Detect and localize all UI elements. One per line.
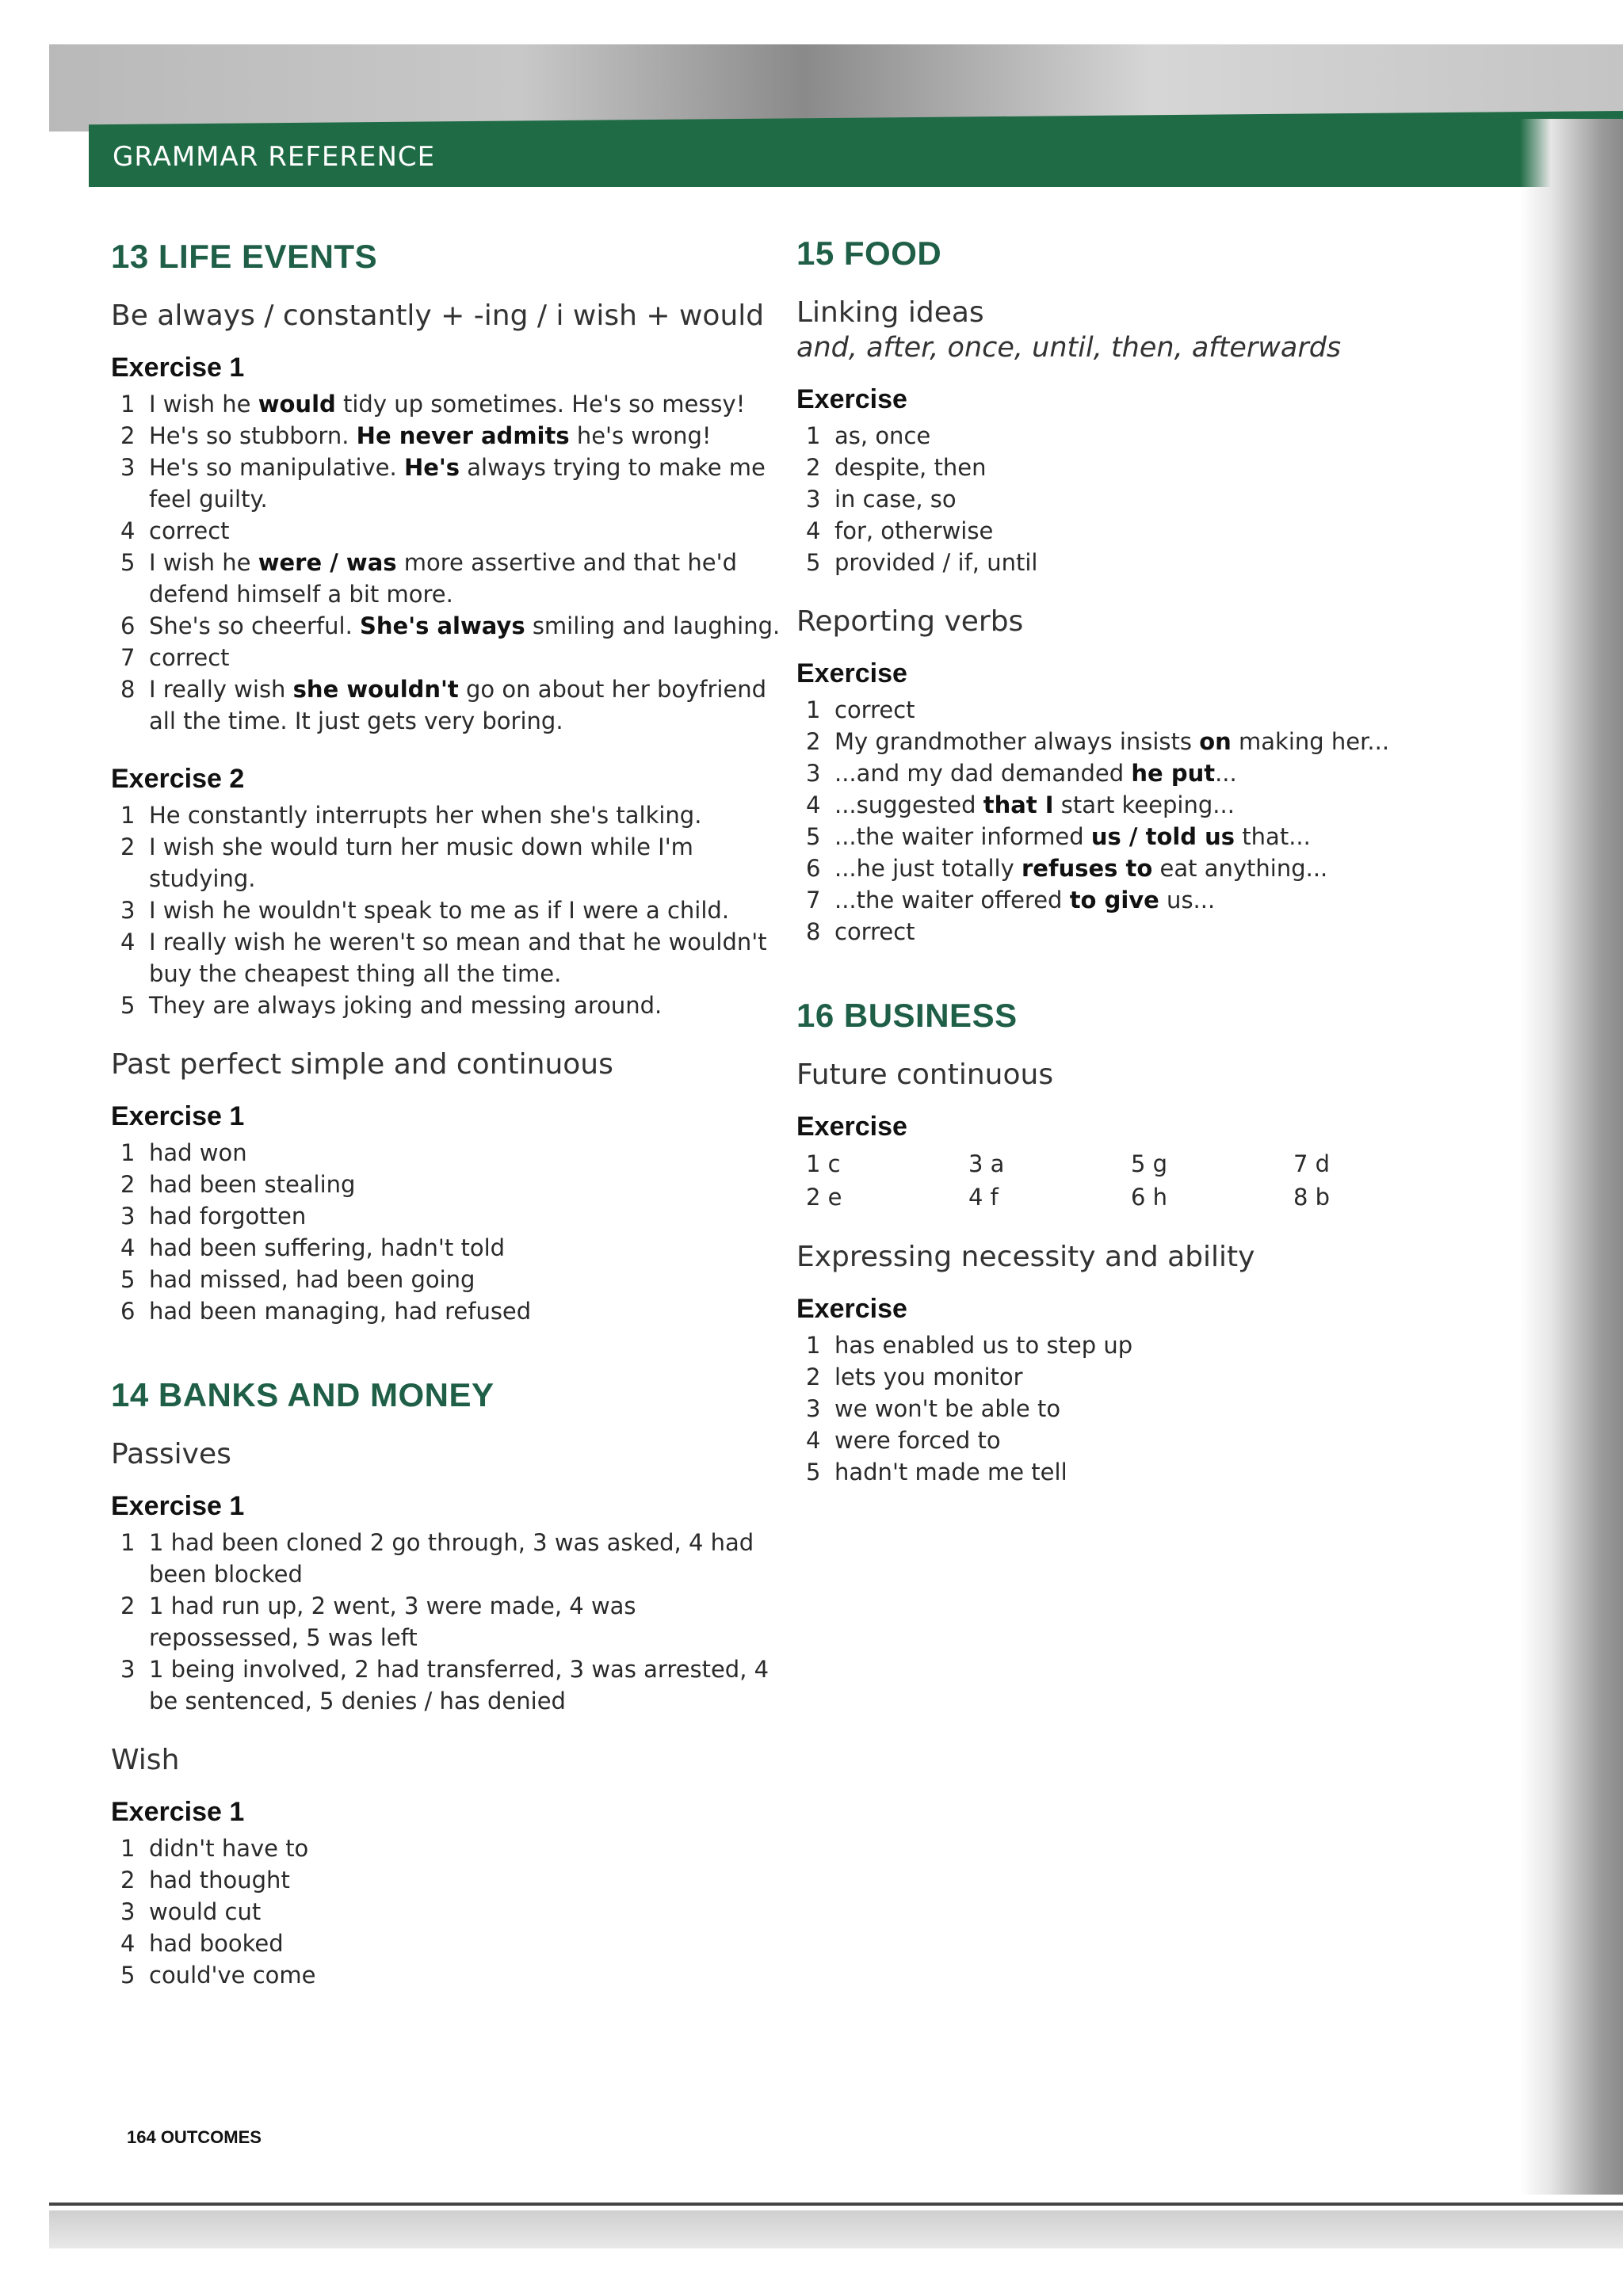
- grid-answer: 3 a: [968, 1150, 1005, 1177]
- answer-number: 1: [120, 391, 136, 418]
- answer-text: provided / if, until: [834, 549, 1038, 576]
- answer-item: [111, 1653, 792, 1717]
- answer-number: 2: [120, 1592, 136, 1619]
- answer-number: 5: [806, 1459, 821, 1486]
- answer-text: making her...: [1231, 728, 1390, 755]
- answer-number: 6: [120, 612, 136, 639]
- answer-list: [796, 420, 1478, 578]
- grid-answer: 5 g: [1131, 1150, 1168, 1177]
- answer-number: 1: [806, 1332, 821, 1359]
- section-title: 16 BUSINESS: [796, 997, 1018, 1034]
- answer-list: [111, 1527, 792, 1717]
- exercise-title: Exercise 1: [111, 1491, 245, 1521]
- answer-text: that...: [1235, 823, 1311, 850]
- answer-item: [111, 388, 792, 420]
- answer-item: [111, 894, 792, 926]
- answer-key-phrase: he put: [1131, 760, 1216, 787]
- answer-number: 4: [806, 517, 821, 544]
- grid-answer: 2 e: [806, 1184, 842, 1211]
- left-column: [111, 238, 792, 1991]
- answer-text: ...the waiter informed: [834, 823, 1091, 850]
- answer-text: ...and my dad demanded: [834, 760, 1132, 787]
- answer-item: [796, 1329, 1478, 1361]
- exercise-title: Exercise 1: [111, 1101, 245, 1131]
- answer-text: start keeping...: [1053, 791, 1235, 818]
- grid-answer: 6 h: [1131, 1184, 1168, 1211]
- answer-text: go on about her boyfriend all the time. It just gets very boring.: [149, 676, 767, 734]
- subheading: Future continuous: [796, 1058, 1054, 1091]
- subheading: Linking ideas: [796, 296, 984, 329]
- answer-text: had forgotten: [149, 1203, 307, 1230]
- answer-text: tidy up sometimes. He's so messy!: [335, 391, 746, 418]
- section-title: 15 FOOD: [796, 235, 942, 272]
- answer-text: had won: [149, 1139, 247, 1166]
- answer-item: [111, 1833, 792, 1864]
- answer-item: [796, 884, 1478, 916]
- answer-text: I wish he: [149, 549, 258, 576]
- answer-text: as, once: [834, 422, 931, 449]
- answer-grid: [796, 1147, 1478, 1214]
- answer-text: I really wish he weren't so mean and that he wouldn't buy the cheapest thing all the time.: [149, 929, 767, 987]
- subheading: Expressing necessity and ability: [796, 1241, 1255, 1273]
- answer-item: [796, 694, 1478, 726]
- header-title: GRAMMAR REFERENCE: [113, 141, 436, 173]
- answer-number: 4: [120, 517, 136, 544]
- answer-number: 3: [806, 1395, 821, 1422]
- subheading: Be always / constantly + -ing / i wish + would: [111, 299, 765, 332]
- answer-text: us...: [1159, 887, 1216, 913]
- answer-item: [111, 610, 792, 642]
- answer-number: 1: [120, 1835, 136, 1862]
- answer-item: [111, 1527, 792, 1590]
- answer-item: [796, 852, 1478, 884]
- answer-text: He constantly interrupts her when she's talking.: [149, 802, 702, 829]
- answer-key-phrase: would: [258, 391, 336, 418]
- answer-item: [796, 515, 1478, 547]
- bottom-rule: [49, 2203, 1623, 2206]
- exercise-title: Exercise: [796, 1294, 907, 1324]
- subheading: Reporting verbs: [796, 605, 1024, 638]
- answer-text: 1 had run up, 2 went, 3 were made, 4 was repossessed, 5 was left: [149, 1592, 636, 1651]
- answer-text: for, otherwise: [834, 517, 994, 544]
- answer-item: [796, 420, 1478, 452]
- answer-number: 4: [806, 791, 821, 818]
- answer-text: in case, so: [834, 486, 957, 513]
- right-column: [796, 235, 1478, 1488]
- answer-item: [796, 757, 1478, 789]
- answer-item: [111, 1264, 792, 1295]
- answer-item: [111, 1137, 792, 1169]
- answer-item: [111, 1232, 792, 1264]
- answer-text: has enabled us to step up: [834, 1332, 1133, 1359]
- answer-item: [111, 1864, 792, 1896]
- subheading: Past perfect simple and continuous: [111, 1048, 613, 1081]
- answer-text: correct: [834, 918, 915, 945]
- answer-number: 1: [806, 422, 821, 449]
- answer-text: had been stealing: [149, 1171, 356, 1198]
- answer-text: correct: [834, 696, 915, 723]
- answer-number: 1: [120, 1529, 136, 1556]
- subheading: Wish: [111, 1744, 180, 1776]
- answer-number: 1: [120, 802, 136, 829]
- answer-text: didn't have to: [149, 1835, 309, 1862]
- answer-item: [111, 799, 792, 831]
- answer-text: correct: [149, 644, 230, 671]
- grid-answer: 8 b: [1293, 1184, 1331, 1211]
- answer-item: [796, 916, 1478, 948]
- exercise-title: Exercise 2: [111, 764, 245, 794]
- answer-text: I wish he wouldn't speak to me as if I were a child.: [149, 897, 730, 924]
- grid-answer: 7 d: [1293, 1150, 1331, 1177]
- exercise-title: Exercise: [796, 1112, 907, 1142]
- answer-item: [111, 1169, 792, 1200]
- answer-key-phrase: She's always: [360, 612, 525, 639]
- answer-list: [111, 1833, 792, 1991]
- answer-number: 2: [120, 1867, 136, 1894]
- answer-item: [111, 547, 792, 610]
- exercise-title: Exercise: [796, 384, 907, 414]
- answer-list: [111, 388, 792, 737]
- answer-number: 5: [120, 549, 136, 576]
- answer-text: 1 being involved, 2 had transferred, 3 was arrested, 4 be sentenced, 5 denies / has denied: [149, 1656, 769, 1714]
- answer-item: [796, 726, 1478, 757]
- answer-item: [111, 831, 792, 894]
- answer-item: [111, 1928, 792, 1959]
- scan-bottom-shadow: [49, 2210, 1623, 2248]
- answer-number: 8: [120, 676, 136, 703]
- answer-number: 1: [806, 696, 821, 723]
- answer-text: ...: [1215, 760, 1237, 787]
- answer-text: I really wish: [149, 676, 293, 703]
- answer-text: had thought: [149, 1867, 290, 1894]
- answer-number: 5: [806, 823, 821, 850]
- answer-number: 2: [120, 422, 136, 449]
- answer-list: [111, 799, 792, 1021]
- answer-number: 5: [120, 1962, 136, 1989]
- section-title: 13 LIFE EVENTS: [111, 238, 378, 275]
- answer-item: [796, 452, 1478, 483]
- page-fold-shadow: [1520, 119, 1623, 2195]
- answer-number: 2: [806, 728, 821, 755]
- answer-text: had booked: [149, 1930, 284, 1957]
- answer-item: [796, 789, 1478, 821]
- answer-number: 3: [120, 897, 136, 924]
- answer-number: 6: [120, 1298, 136, 1325]
- answer-text: we won't be able to: [834, 1395, 1061, 1422]
- answer-text: ...suggested: [834, 791, 983, 818]
- answer-number: 2: [120, 1171, 136, 1198]
- answer-number: 3: [120, 1898, 136, 1925]
- answer-item: [111, 1200, 792, 1232]
- answer-text: He's so stubborn.: [149, 422, 357, 449]
- answer-text: would cut: [149, 1898, 262, 1925]
- answer-item: [796, 483, 1478, 515]
- answer-text: I wish he: [149, 391, 258, 418]
- subheading: Passives: [111, 1438, 231, 1470]
- subheading-italic: and, after, once, until, then, afterwards: [796, 332, 1342, 364]
- exercise-title: Exercise: [796, 658, 907, 688]
- answer-text: She's so cheerful.: [149, 612, 361, 639]
- answer-text: correct: [149, 517, 230, 544]
- answer-text: had been managing, had refused: [149, 1298, 532, 1325]
- answer-text: more assertive and that he'd defend himself a bit more.: [149, 549, 737, 608]
- answer-number: 4: [120, 929, 136, 955]
- answer-text: I wish she would turn her music down while I'm studying.: [149, 833, 693, 892]
- answer-text: smiling and laughing.: [525, 612, 781, 639]
- answer-text: he's wrong!: [569, 422, 712, 449]
- answer-number: 2: [806, 1363, 821, 1390]
- answer-number: 3: [806, 486, 821, 513]
- answer-text: had been suffering, hadn't told: [149, 1234, 506, 1261]
- answer-text: 1 had been cloned 2 go through, 3 was asked, 4 had been blocked: [149, 1529, 754, 1588]
- answer-key-phrase: that I: [983, 791, 1054, 818]
- answer-list: [111, 1137, 792, 1327]
- answer-item: [796, 821, 1478, 852]
- answer-key-phrase: on: [1199, 728, 1232, 755]
- answer-key-phrase: to give: [1069, 887, 1159, 913]
- answer-item: [111, 420, 792, 452]
- answer-item: [796, 1361, 1478, 1393]
- grid-answer: 1 c: [806, 1150, 841, 1177]
- answer-item: [111, 642, 792, 673]
- answer-item: [796, 1425, 1478, 1456]
- answer-text: They are always joking and messing around.: [149, 992, 663, 1019]
- answer-key-phrase: He's: [403, 454, 460, 481]
- answer-text: He's so manipulative.: [149, 454, 404, 481]
- answer-key-phrase: were / was: [258, 549, 397, 576]
- answer-number: 2: [120, 833, 136, 860]
- answer-item: [111, 452, 792, 515]
- answer-item: [111, 1896, 792, 1928]
- grid-answer: 4 f: [968, 1184, 999, 1211]
- answer-key-phrase: she wouldn't: [292, 676, 459, 703]
- answer-number: 3: [120, 1203, 136, 1230]
- answer-text: eat anything...: [1152, 855, 1328, 882]
- answer-text: lets you monitor: [834, 1363, 1023, 1390]
- answer-text: had missed, had been going: [149, 1266, 475, 1293]
- answer-text: ...he just totally: [834, 855, 1022, 882]
- answer-item: [796, 547, 1478, 578]
- answer-text: ...the waiter offered: [834, 887, 1070, 913]
- answer-number: 3: [120, 1656, 136, 1683]
- section-title: 14 BANKS AND MONEY: [111, 1376, 495, 1413]
- answer-number: 5: [120, 992, 136, 1019]
- answer-list: [796, 1329, 1478, 1488]
- answer-item: [111, 1590, 792, 1653]
- scan-top-margin: [0, 0, 1623, 48]
- answer-text: despite, then: [834, 454, 987, 481]
- answer-item: [111, 515, 792, 547]
- answer-item: [111, 1295, 792, 1327]
- answer-text: hadn't made me tell: [834, 1459, 1067, 1486]
- answer-key-phrase: us / told us: [1090, 823, 1235, 850]
- answer-number: 4: [120, 1234, 136, 1261]
- answer-item: [796, 1393, 1478, 1425]
- answer-item: [796, 1456, 1478, 1488]
- answer-number: 4: [806, 1427, 821, 1454]
- answer-number: 5: [806, 549, 821, 576]
- answer-item: [111, 1959, 792, 1991]
- answer-text: were forced to: [834, 1427, 1001, 1454]
- answer-number: 7: [120, 644, 136, 671]
- page-footer: 164 OUTCOMES: [127, 2127, 262, 2147]
- answer-item: [111, 990, 792, 1021]
- answer-number: 6: [806, 855, 821, 882]
- answer-text: could've come: [149, 1962, 316, 1989]
- answer-number: 5: [120, 1266, 136, 1293]
- answer-item: [111, 673, 792, 737]
- answer-key-phrase: He never admits: [356, 422, 570, 449]
- exercise-title: Exercise 1: [111, 353, 245, 383]
- answer-text: always trying to make me feel guilty.: [149, 454, 766, 513]
- answer-list: [796, 694, 1478, 948]
- answer-key-phrase: refuses to: [1021, 855, 1153, 882]
- answer-number: 4: [120, 1930, 136, 1957]
- answer-number: 1: [120, 1139, 136, 1166]
- answer-number: 3: [120, 454, 136, 481]
- answer-item: [111, 926, 792, 990]
- answer-number: 7: [806, 887, 821, 913]
- answer-number: 2: [806, 454, 821, 481]
- exercise-title: Exercise 1: [111, 1797, 245, 1827]
- answer-number: 8: [806, 918, 821, 945]
- answer-text: My grandmother always insists: [834, 728, 1200, 755]
- answer-number: 3: [806, 760, 821, 787]
